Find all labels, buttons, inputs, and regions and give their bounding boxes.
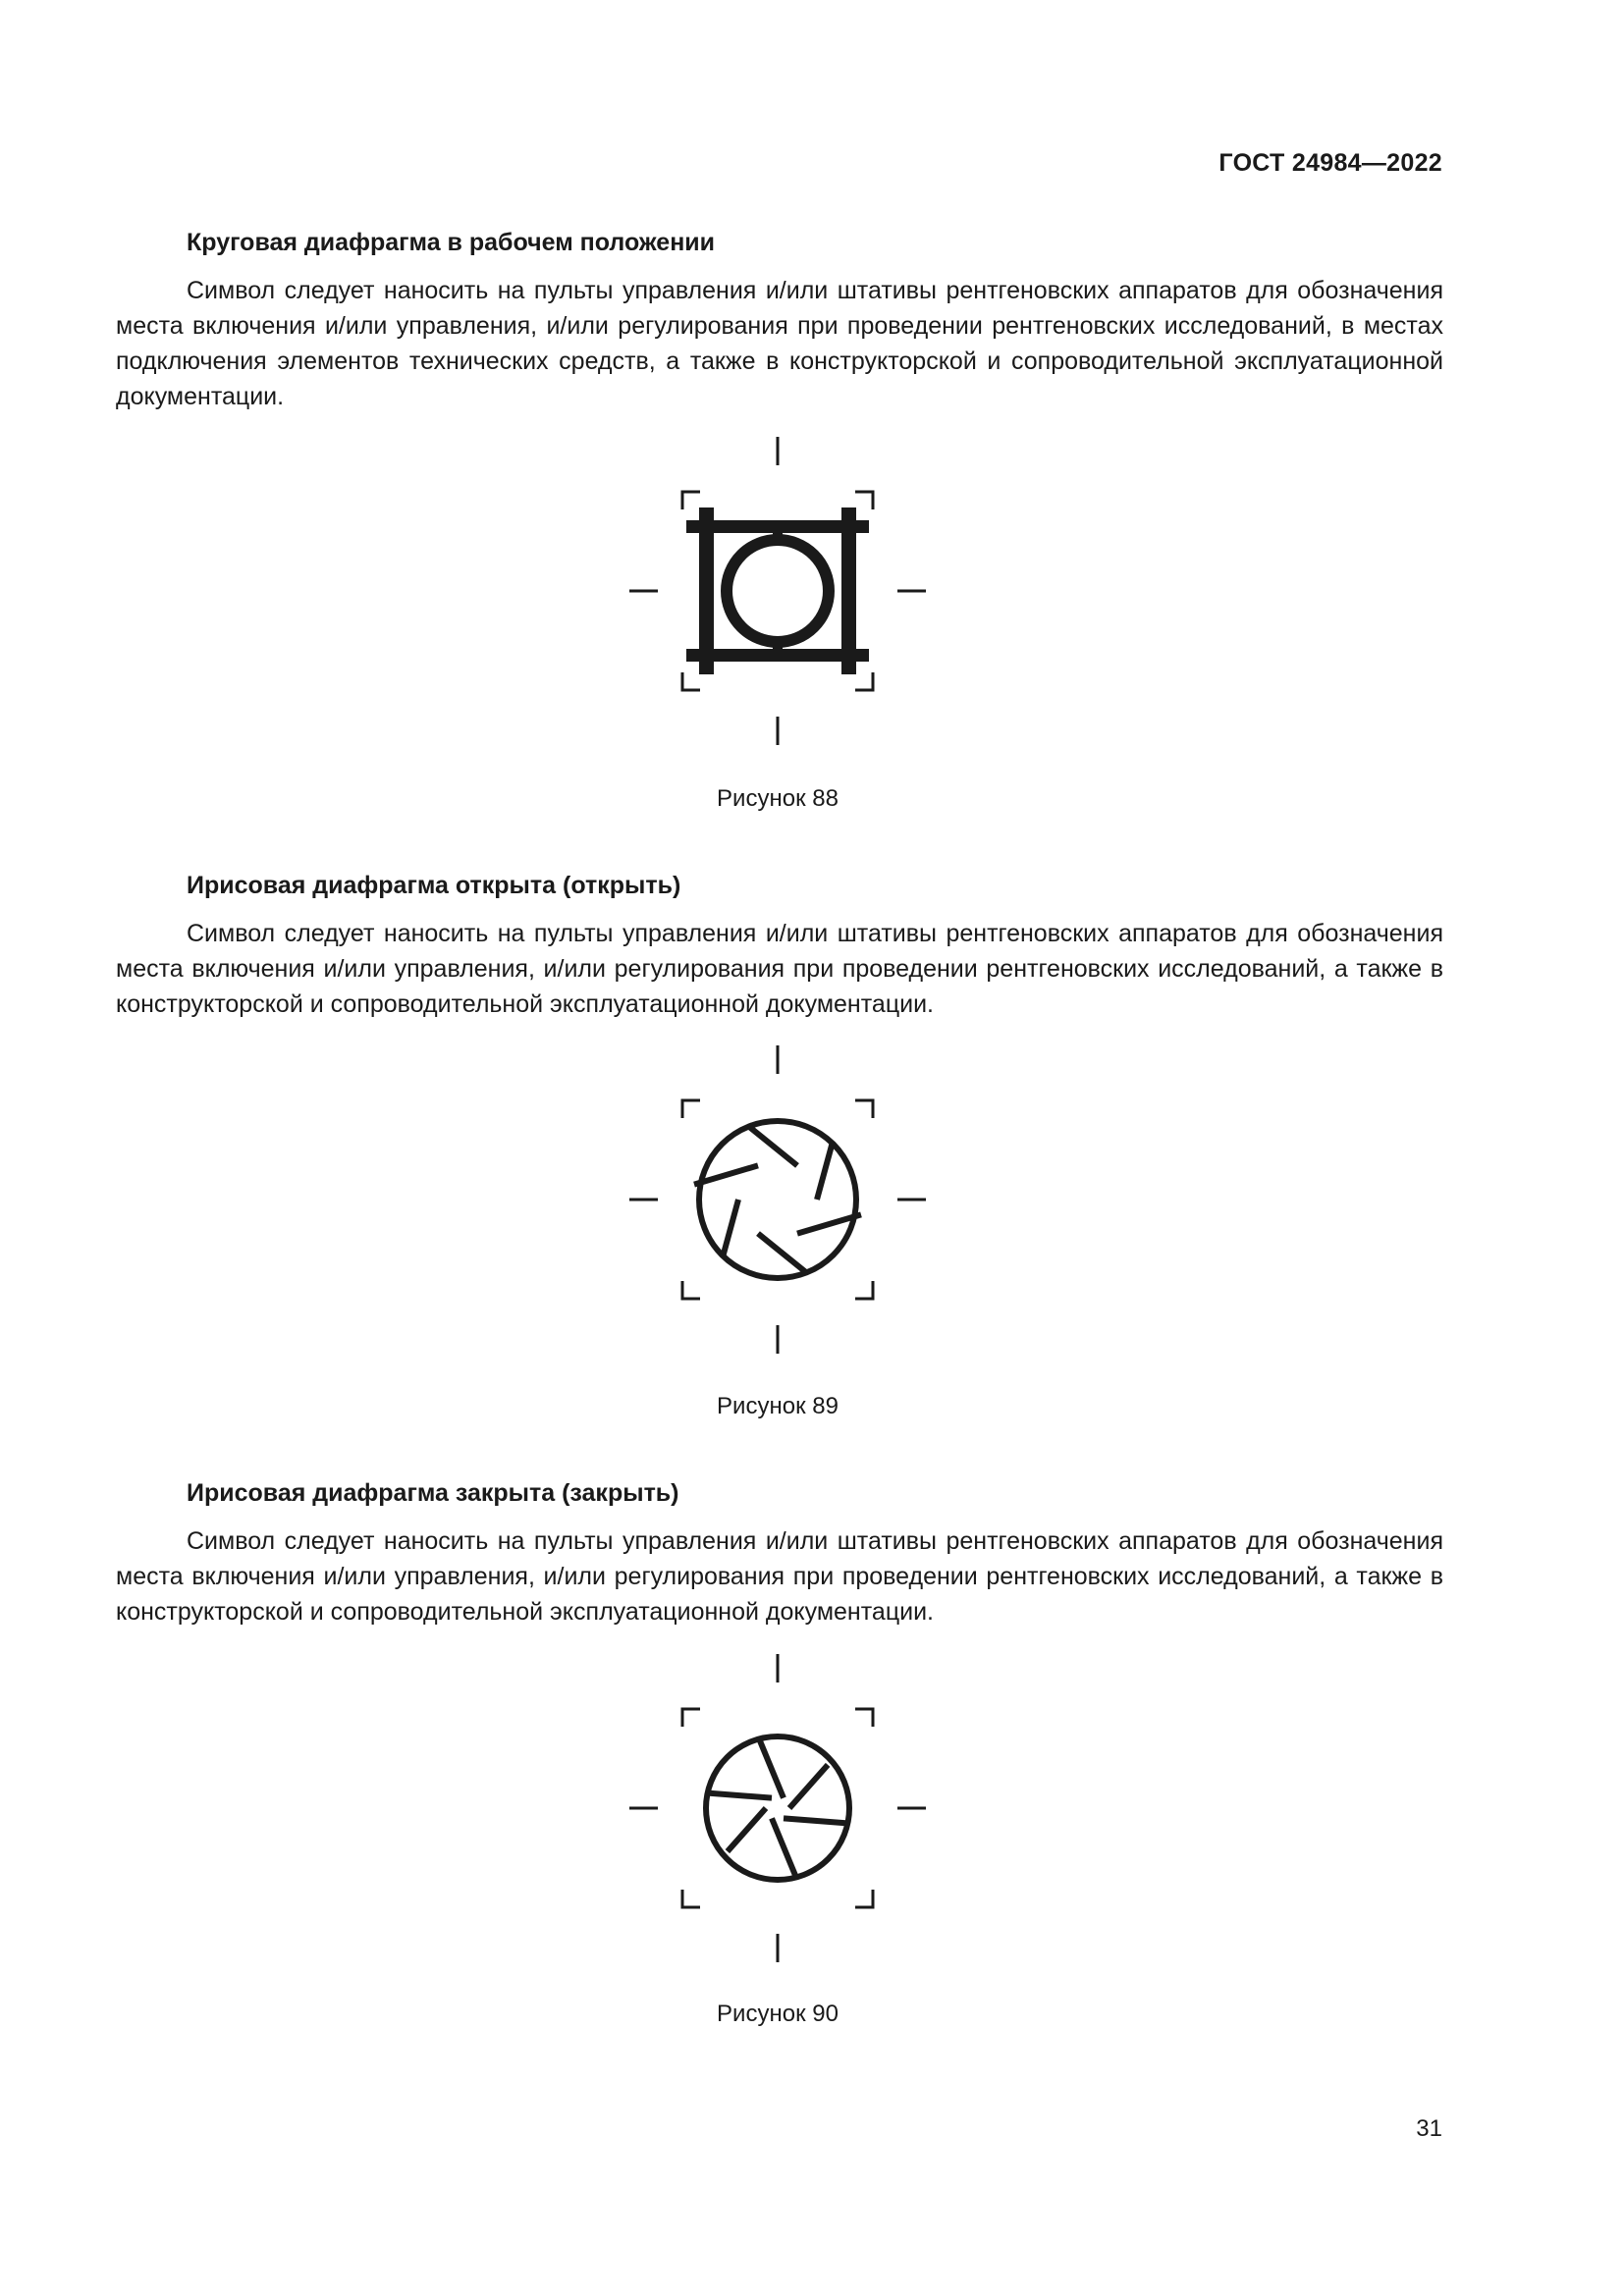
alignment-marks — [629, 437, 926, 745]
iris-diaphragm-closed-icon — [616, 1646, 940, 1970]
diaphragm-circle — [727, 540, 829, 642]
figure-caption-89: Рисунок 89 — [717, 1393, 839, 1419]
alignment-marks — [629, 1045, 926, 1354]
section-text-iris-closed: Символ следует наносить на пульты управления и/или штативы рентгеновских аппаратов для обозначения места включения и/или управления, и/или регулирования при проведении рентгеновских исследований, а также в конструкторской и сопроводительной эксплуатационной документации. — [116, 1527, 1443, 1626]
figure-caption-88: Рисунок 88 — [717, 785, 839, 812]
figure-89 — [616, 1038, 940, 1362]
diaphragm-symbol — [686, 507, 869, 674]
section-title-iris-open: Ирисовая диафрагма открыта (открыть) — [187, 872, 681, 899]
section-text-iris-open: Символ следует наносить на пульты управления и/или штативы рентгеновских аппаратов для обозначения места включения и/или управления, и/или регулирования при проведении рентгеновских исследований, а также в конструкторской и сопроводительной эксплуатационной документации. — [116, 920, 1443, 1018]
section-title-circular-diaphragm: Круговая диафрагма в рабочем положении — [187, 229, 716, 256]
iris-diaphragm-open-icon — [616, 1038, 940, 1362]
figure-88 — [616, 429, 940, 753]
iris-blades — [706, 1736, 849, 1880]
circular-diaphragm-working-icon — [616, 429, 940, 753]
page-header: ГОСТ 24984—2022 — [1218, 149, 1442, 177]
section-text-circular-diaphragm: Символ следует наносить на пульты управления и/или штативы рентгеновских аппаратов для обозначения места включения и/или управления, и/или регулирования при проведении рентгеновских исследований, в местах подключения элементов технических средств, а также в конструкторской и сопроводительной эксплуатационной документации. — [116, 277, 1443, 410]
page-number: 31 — [1416, 2115, 1442, 2142]
alignment-marks — [629, 1654, 926, 1962]
section-title-iris-closed: Ирисовая диафрагма закрыта (закрыть) — [187, 1479, 679, 1507]
figure-caption-90: Рисунок 90 — [717, 2001, 839, 2027]
figure-90 — [616, 1646, 940, 1970]
iris-blades — [694, 1121, 861, 1278]
